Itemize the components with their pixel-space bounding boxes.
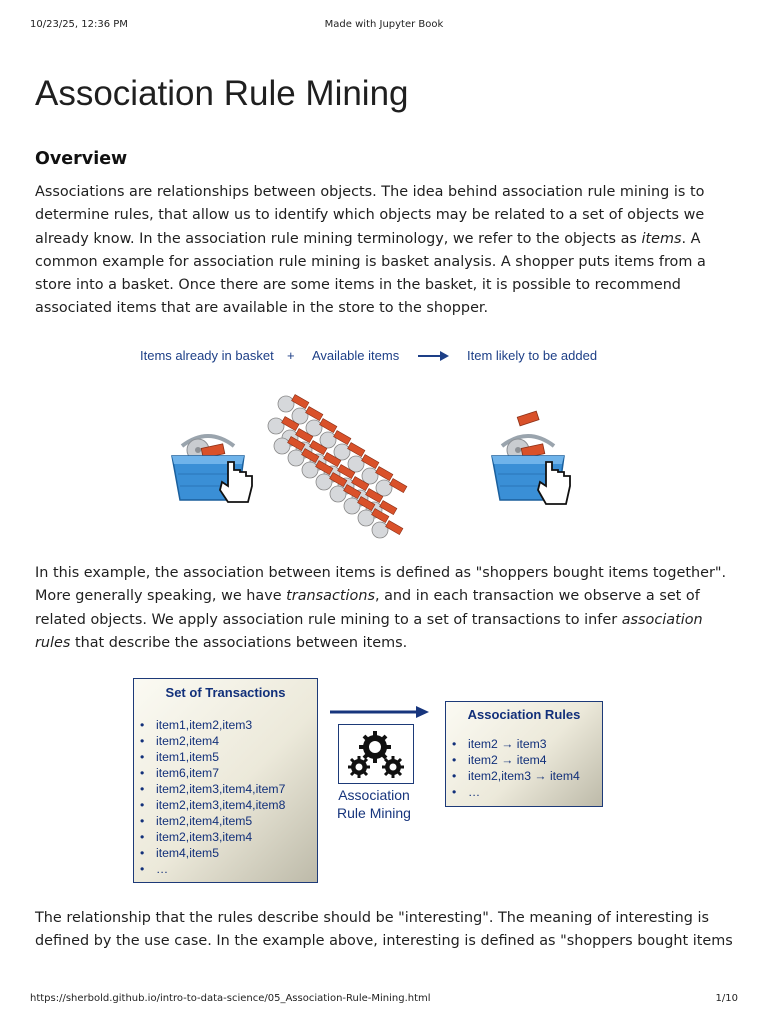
list-item: • item1,item5 [134,749,317,765]
paragraph-intro: Associations are relationships between objects. The idea behind association rule mining is to determine rules, that allow us to identify which objects may be related to a set of objects we already know. In the association rule mining terminology, we refer to the objects as items. A common example for association rule mining is basket analysis. A shopper puts items from a store into a basket. Once there are some items in the basket, it is possible to recommend associated items that are available in the store to the shopper. [35,184,706,317]
list-item: • item2,item4,item5 [134,813,317,829]
gears-icon [338,724,414,784]
rules-title: Association Rules [467,707,581,722]
page-title: Association Rule Mining [35,74,409,113]
paragraph-transactions: In this example, the association between items is defined as "shoppers bought items together". More generally speaking, we have transactions, and in each transaction we observe a set of related objects. We apply association rule mining to a set of transactions to infer association rules that describe the associations between items. [35,565,727,651]
list-item: • item2 → item3 [446,736,602,752]
print-datetime: 10/23/25, 12:36 PM [30,19,128,30]
list-item: • item2,item3,item4,item7 [134,781,317,797]
print-url: https://sherbold.github.io/intro-to-data-science/05_Association-Rule-Mining.html [30,993,431,1004]
basket-with-items-illustration [168,428,258,508]
transactions-list [134,717,317,877]
transactions-box [133,678,318,883]
list-item: • item6,item7 [134,765,317,781]
label-item-likely-added: Item likely to be added [467,348,598,363]
paragraph-interesting: The relationship that the rules describe should be "interesting". The meaning of interesting is defined by the use case. In the example above, interesting is defined as "shoppers bought items [35,910,733,950]
list-item: • item2,item4 [134,733,317,749]
basket-item-added-illustration [488,408,578,508]
available-items-illustration [266,392,434,542]
transactions-title: Set of Transactions [165,685,286,700]
arrow-right-icon [330,704,430,720]
section-heading-overview: Overview [35,149,128,169]
rules-box [445,701,603,807]
list-item: • item2,item3,item4,item8 [134,797,317,813]
print-page-number: 1/10 [715,993,738,1004]
list-item: • item2,item3 → item4 [446,768,602,784]
print-source: Made with Jupyter Book [324,19,444,30]
list-item: • … [134,861,317,877]
rules-list [446,736,602,800]
list-item: • item2 → item4 [446,752,602,768]
label-available-items: Available items [312,348,400,363]
label-items-in-basket: Items already in basket [140,348,274,363]
list-item: • item4,item5 [134,845,317,861]
mining-label: Association Rule Mining [337,787,411,821]
list-item: • … [446,784,602,800]
label-plus: + [287,348,295,363]
list-item: • item1,item2,item3 [134,717,317,733]
arrow-right-icon [418,349,450,363]
list-item: • item2,item3,item4 [134,829,317,845]
